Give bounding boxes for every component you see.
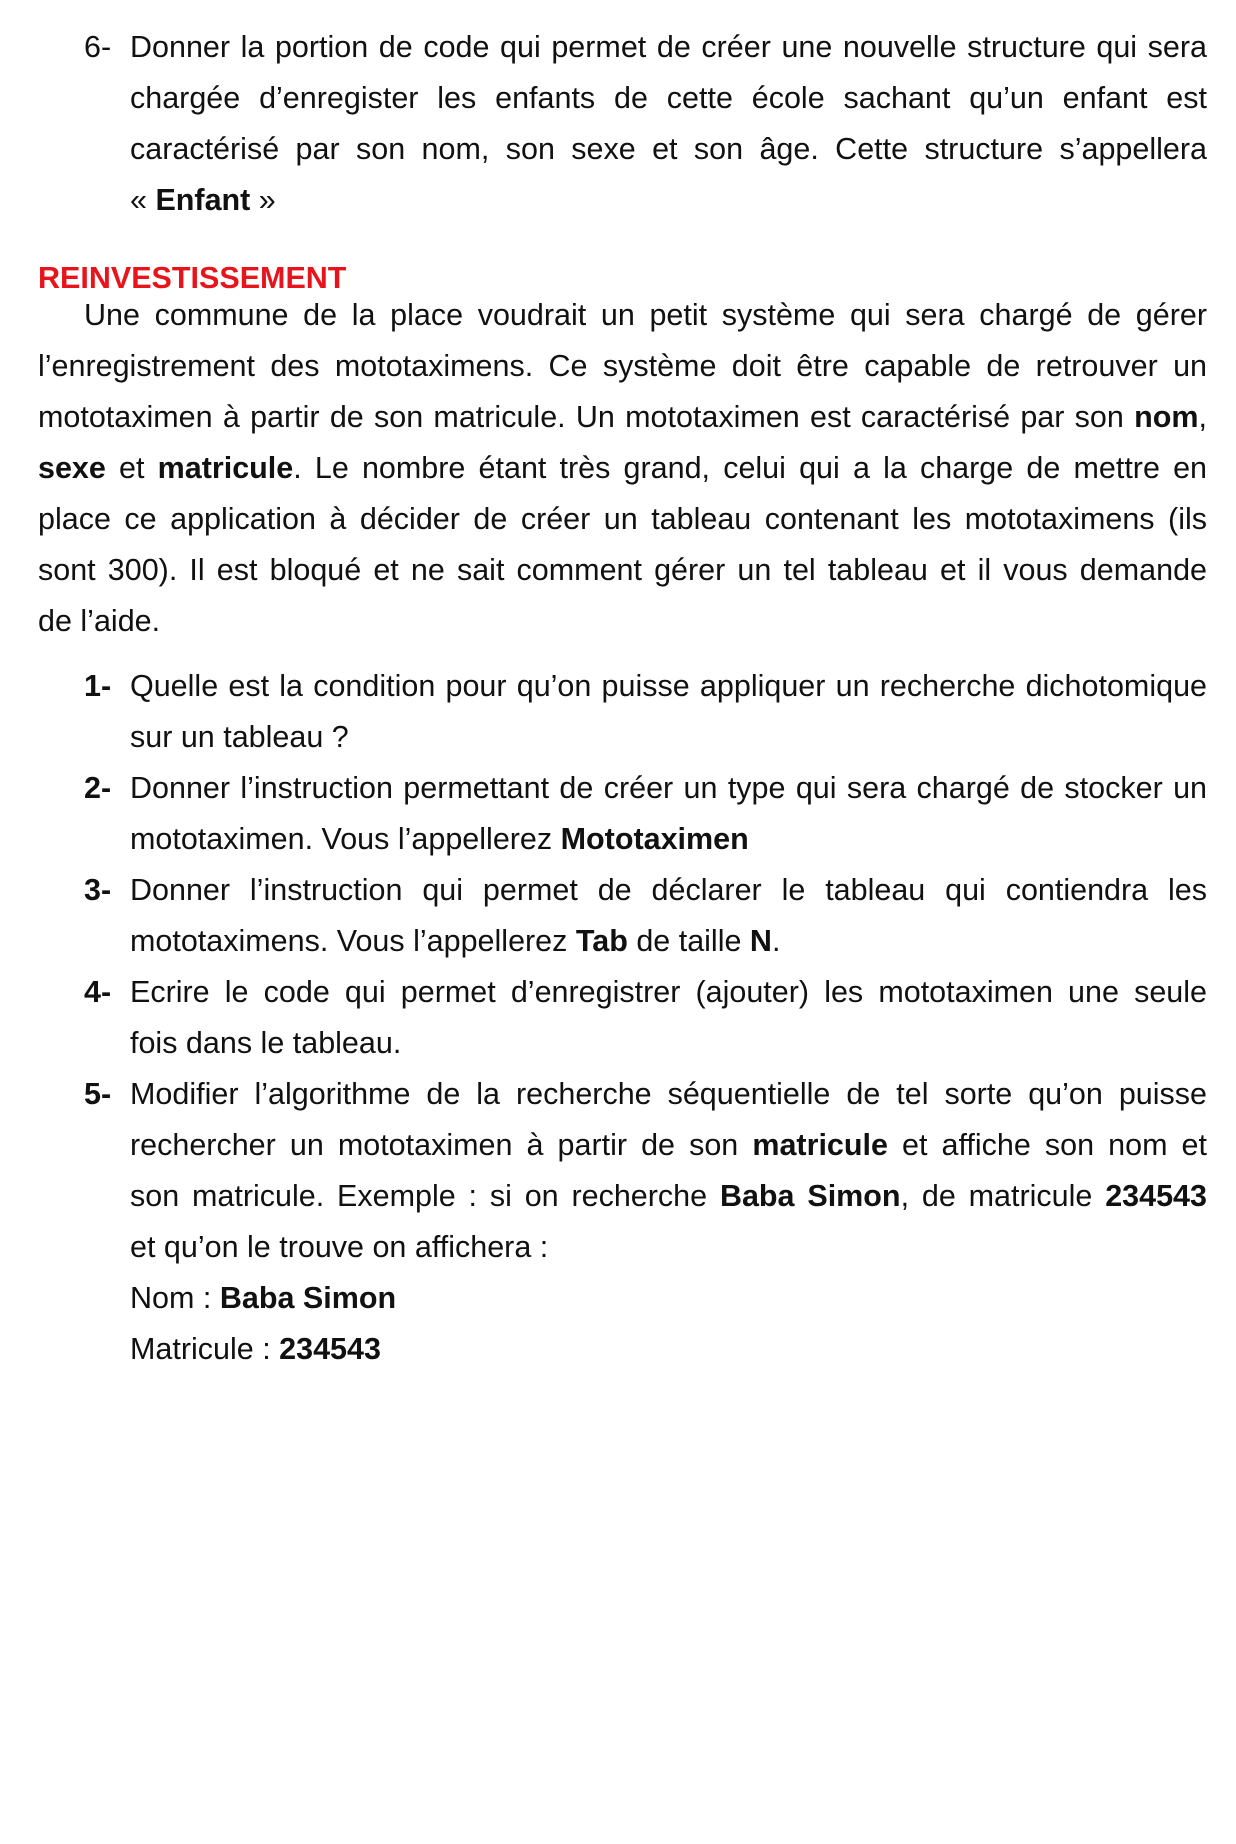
question-4-line-2: fois dans le tableau. xyxy=(130,1026,402,1060)
question-2-line-1: Donner l’instruction permettant de créer un type qui sera chargé de stocker un xyxy=(130,771,1207,805)
bold-matricule-number: 234543 xyxy=(1105,1179,1207,1213)
question-5-line-3: son matricule. Exemple : si on recherche Baba Simon, de matricule 234543 xyxy=(130,1179,1207,1213)
question-3-number: 3- xyxy=(84,873,112,907)
bold-sexe: sexe xyxy=(38,451,106,485)
bold-baba-simon: Baba Simon xyxy=(719,1179,901,1213)
bold-matricule: matricule xyxy=(157,451,294,485)
question-4-line-1: Ecrire le code qui permet d’enregistrer (ajouter) les mototaximen une seule xyxy=(130,975,1207,1009)
question-5-line-4: et qu’on le trouve on affichera : xyxy=(130,1230,549,1264)
example-matricule: Matricule : 234543 xyxy=(130,1332,381,1366)
quote-close: » xyxy=(250,183,276,217)
example-matricule-value: 234543 xyxy=(279,1332,381,1366)
question-3-line-1: Donner l’instruction qui permet de déclarer le tableau qui contiendra les xyxy=(130,873,1207,907)
quote-open: « xyxy=(130,183,156,217)
bold-matricule-2: matricule xyxy=(752,1128,888,1162)
question-6-line-2: chargée d’enregister les enfants de cette école sachant qu’un enfant est xyxy=(130,81,1207,115)
structure-name-enfant: Enfant xyxy=(155,183,251,217)
question-6-number: 6- xyxy=(84,30,112,64)
section-heading: REINVESTISSEMENT xyxy=(38,261,347,295)
question-2-number: 2- xyxy=(84,771,112,805)
intro-line-7: de l’aide. xyxy=(38,604,161,638)
intro-line-3: mototaximen à partir de son matricule. Un mototaximen est caractérisé par son nom, xyxy=(38,400,1207,434)
bold-mototaximen: Mototaximen xyxy=(560,822,749,856)
intro-line-1: Une commune de la place voudrait un petit système qui sera chargé de gérer xyxy=(84,298,1207,332)
intro-line-2: l’enregistrement des mototaximens. Ce système doit être capable de retrouver un xyxy=(38,349,1207,383)
question-3-line-2: mototaximens. Vous l’appellerez Tab de taille N. xyxy=(130,924,781,958)
question-6-line-3: caractérisé par son nom, son sexe et son âge. Cette structure s’appellera xyxy=(130,132,1207,166)
example-nom-value: Baba Simon xyxy=(219,1281,397,1315)
example-nom: Nom : Baba Simon xyxy=(130,1281,397,1315)
question-1-line-1: Quelle est la condition pour qu’on puisse appliquer un recherche dichotomique xyxy=(130,669,1207,703)
question-1-number: 1- xyxy=(84,669,112,703)
question-6-line-4 xyxy=(130,180,276,220)
question-4-number: 4- xyxy=(84,975,112,1009)
question-5-line-2: rechercher un mototaximen à partir de son matricule et affiche son nom et xyxy=(130,1128,1207,1162)
question-6-line-1: Donner la portion de code qui permet de créer une nouvelle structure qui sera xyxy=(130,30,1207,64)
intro-line-6: sont 300). Il est bloqué et ne sait comment gérer un tel tableau et il vous demande xyxy=(38,553,1207,587)
bold-tab: Tab xyxy=(575,924,628,958)
question-2-line-2: mototaximen. Vous l’appellerez Mototaximen xyxy=(130,822,749,856)
question-1-line-2: sur un tableau ? xyxy=(130,720,349,754)
bold-nom: nom xyxy=(1134,400,1199,434)
question-5-line-1: Modifier l’algorithme de la recherche séquentielle de tel sorte qu’on puisse xyxy=(130,1077,1207,1111)
intro-line-4: sexe et matricule. Le nombre étant très grand, celui qui a la charge de mettre en xyxy=(38,451,1207,485)
question-5-number: 5- xyxy=(84,1077,112,1111)
intro-line-5: place ce application à décider de créer un tableau contenant les mototaximens (ils xyxy=(38,502,1207,536)
bold-n: N xyxy=(749,924,772,958)
